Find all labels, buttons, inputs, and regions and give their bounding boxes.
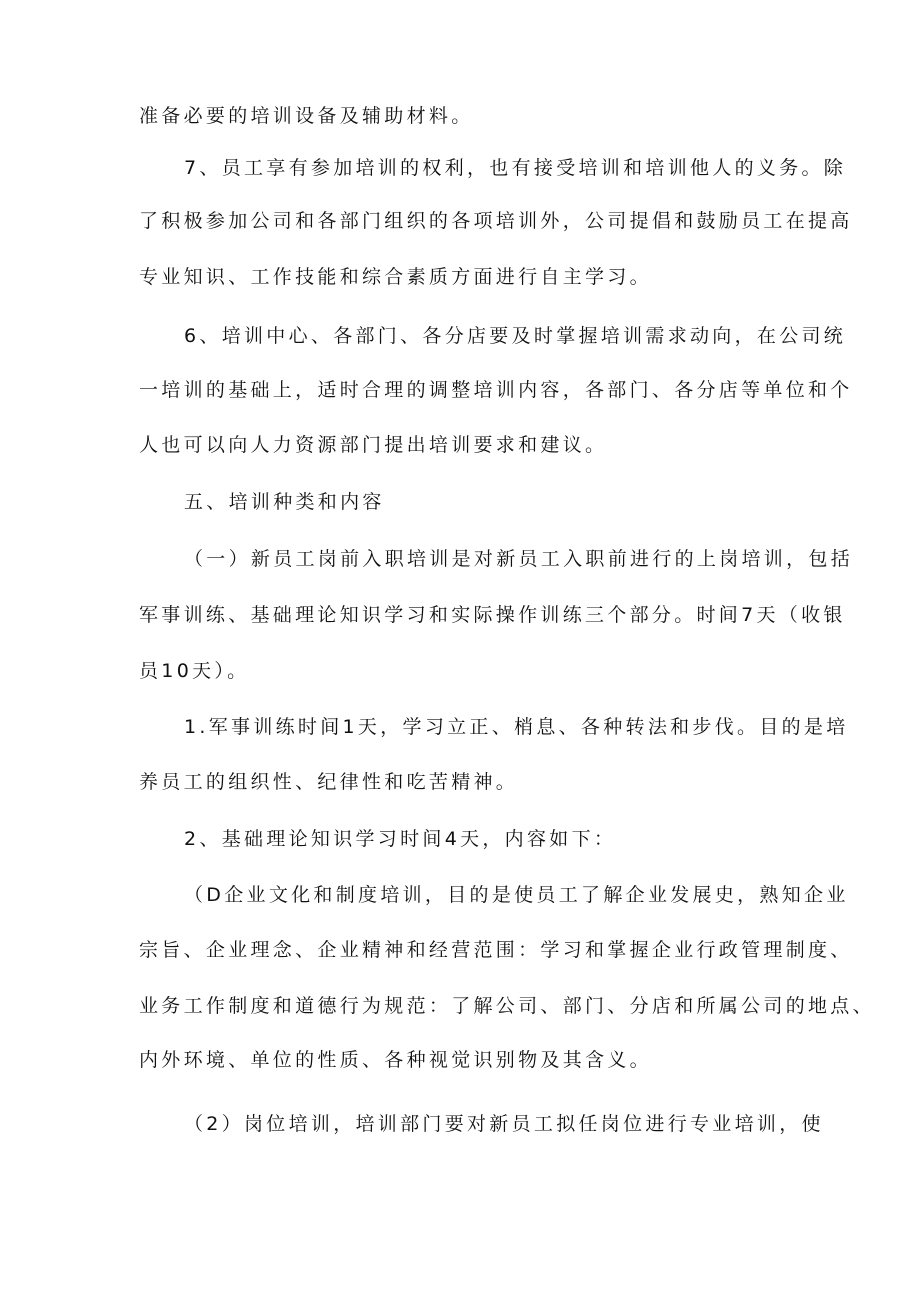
text-line: 6、培训中心、各部门、各分店要及时掌握培训需求动向，在公司统: [184, 325, 847, 347]
text-line: （一）新员工岗前入职培训是对新员工入职前进行的上岗培训，包括: [184, 548, 854, 570]
text-line: 军事训练、基础理论知识学习和实际操作训练三个部分。时间7天（收银: [139, 604, 846, 626]
text-line: （D企业文化和制度培训，目的是使员工了解企业发展史，熟知企业: [184, 884, 849, 906]
text-line: 宗旨、企业理念、企业精神和经营范围：学习和掌握企业行政管理制度、: [139, 939, 853, 961]
text-line: 了积极参加公司和各部门组织的各项培训外，公司提倡和鼓励员工在提高: [139, 210, 853, 232]
text-line: 7、员工享有参加培训的权利，也有接受培训和培训他人的义务。除: [184, 157, 847, 179]
text-line: 准备必要的培训设备及辅助材料。: [139, 105, 474, 127]
text-line: 专业知识、工作技能和综合素质方面进行自主学习。: [139, 266, 652, 288]
text-line: 养员工的组织性、纪律性和吃苦精神。: [139, 771, 519, 793]
text-line: 内外环境、单位的性质、各种视觉识别物及其含义。: [139, 1049, 652, 1071]
section-heading: 五、培训种类和内容: [184, 491, 385, 513]
text-line: （2）岗位培训，培训部门要对新员工拟任岗位进行专业培训，使: [184, 1113, 824, 1135]
text-line: 业务工作制度和道德行为规范：了解公司、部门、分店和所属公司的地点、: [139, 995, 875, 1017]
text-line: 员10天）。: [139, 660, 250, 682]
text-line: 1.军事训练时间1天，学习立正、梢息、各种转法和步伐。目的是培: [184, 716, 849, 738]
text-line: 人也可以向人力资源部门提出培训要求和建议。: [139, 434, 608, 456]
text-line: 一培训的基础上，适时合理的调整培训内容，各部门、各分店等单位和个: [139, 379, 853, 401]
text-line: 2、基础理论知识学习时间4天，内容如下：: [184, 828, 617, 850]
